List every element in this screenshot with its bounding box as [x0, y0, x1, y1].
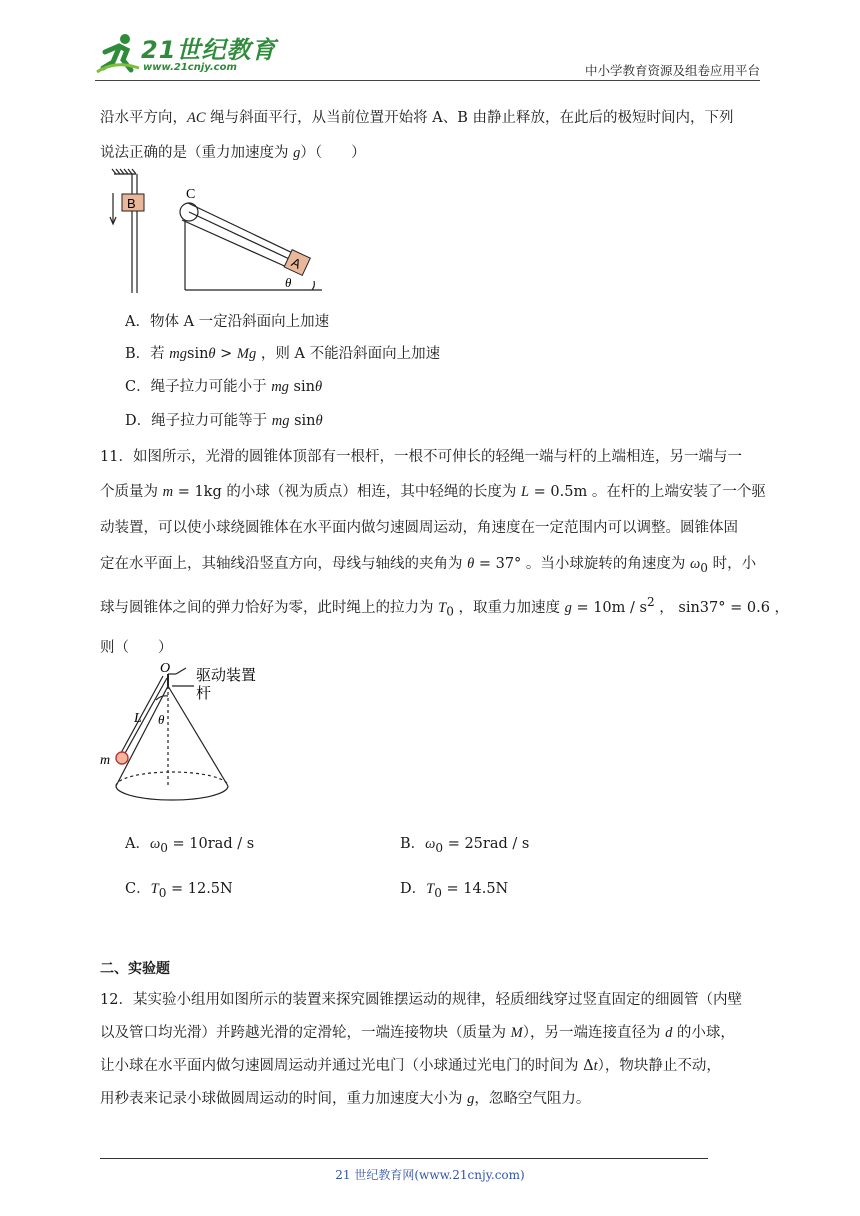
q12-line4: 用秒表来记录小球做圆周运动的时间，重力加速度大小为 g，忽略空气阻力。 [100, 1091, 591, 1107]
q11-option-c: C．$T_0 = 12.5N$ [125, 881, 233, 900]
q10-option-d: D．绳子拉力可能等于 mg sinθ [125, 413, 323, 429]
label-m: m [100, 753, 111, 768]
label-c: C [186, 187, 196, 202]
label-drive: 驱动装置 [196, 666, 257, 684]
q11-line5: 球与圆锥体之间的弹力恰好为零，此时绳上的拉力为 $T_0$ ，取重力加速度 $g = 10m / s^2$ ， sin37° = 0.6 ， [100, 595, 790, 619]
q11-line6: 则（ ） [100, 640, 173, 656]
label-b: B [127, 196, 136, 211]
q12-line1: 12．某实验小组用如图所示的装置来探究圆锥摆运动的规律，轻质细线穿过竖直固定的细圆管（内壁 [100, 992, 742, 1008]
q12-line2: 以及管口均光滑）并跨越光滑的定滑轮，一端连接物块（质量为 M），另一端连接直径为 d 的小球， [100, 1025, 735, 1041]
q11-option-d: D．$T_0 = 14.5N$ [400, 881, 509, 900]
header [95, 30, 760, 80]
ball-m [116, 752, 128, 764]
logo-text: 21世纪教育 [141, 36, 277, 64]
q12-line3: 让小球在水平面内做匀速圆周运动并通过光电门（小球通过光电门的时间为 Δt），物块静止不动， [100, 1058, 721, 1074]
label-rod: 杆 [196, 684, 212, 702]
label-a: A [289, 254, 304, 272]
q11-line1: 11．如图所示，光滑的圆锥体顶部有一根杆，一根不可伸长的轻绳一端与杆的上端相连，另一端与一 [100, 449, 742, 465]
logo-url: www.21cnjy.com [143, 62, 237, 73]
platform-title: 中小学教育资源及组卷应用平台 [584, 63, 760, 78]
cone-pendulum-figure [98, 660, 273, 815]
q11-line4: 定在水平面上，其轴线沿竖直方向，母线与轴线的夹角为 θ = 37° 。当小球旋转的角速度为 $\omega_0$ 时，小 [100, 556, 757, 575]
q10-line2: 说法正确的是（重力加速度为 g）（ ） [100, 145, 366, 161]
q10-option-b: B．若 mgsinθ > Mg ，则 A 不能沿斜面向上加速 [125, 346, 441, 362]
label-theta: θ [285, 275, 292, 290]
footer-rule [100, 1158, 708, 1159]
label-l: L [134, 711, 142, 726]
label-theta-cone: θ [158, 712, 165, 727]
q11-line2: 个质量为 m = 1kg 的小球（视为质点）相连，其中轻绳的长度为 L = 0.5m 。在杆的上端安装了一个驱 [100, 484, 766, 500]
pulley-incline-figure [108, 168, 333, 295]
q10-line1: 沿水平方向，AC 绳与斜面平行，从当前位置开始将 A、B 由静止释放，在此后的极短时间内，下列 [100, 110, 734, 126]
q11-line3: 动装置，可以使小球绕圆锥体在水平面内做匀速圆周运动，角速度在一定范围内可以调整。圆锥体固 [100, 520, 738, 536]
q11-option-b: B．$\omega_0 = 25rad / s$ [400, 836, 530, 855]
footer-text: 21 世纪教育网(www.21cnjy.com) [335, 1168, 525, 1182]
section-heading: 二、实验题 [100, 961, 170, 977]
header-rule [95, 80, 760, 81]
q11-option-a: A．$\omega_0 = 10rad / s$ [125, 836, 255, 855]
logo-runner-icon [95, 32, 141, 76]
q10-option-c: C．绳子拉力可能小于 mg sinθ [125, 379, 323, 395]
q10-option-a: A．物体 A 一定沿斜面向上加速 [125, 314, 330, 330]
label-o: O [160, 661, 171, 676]
